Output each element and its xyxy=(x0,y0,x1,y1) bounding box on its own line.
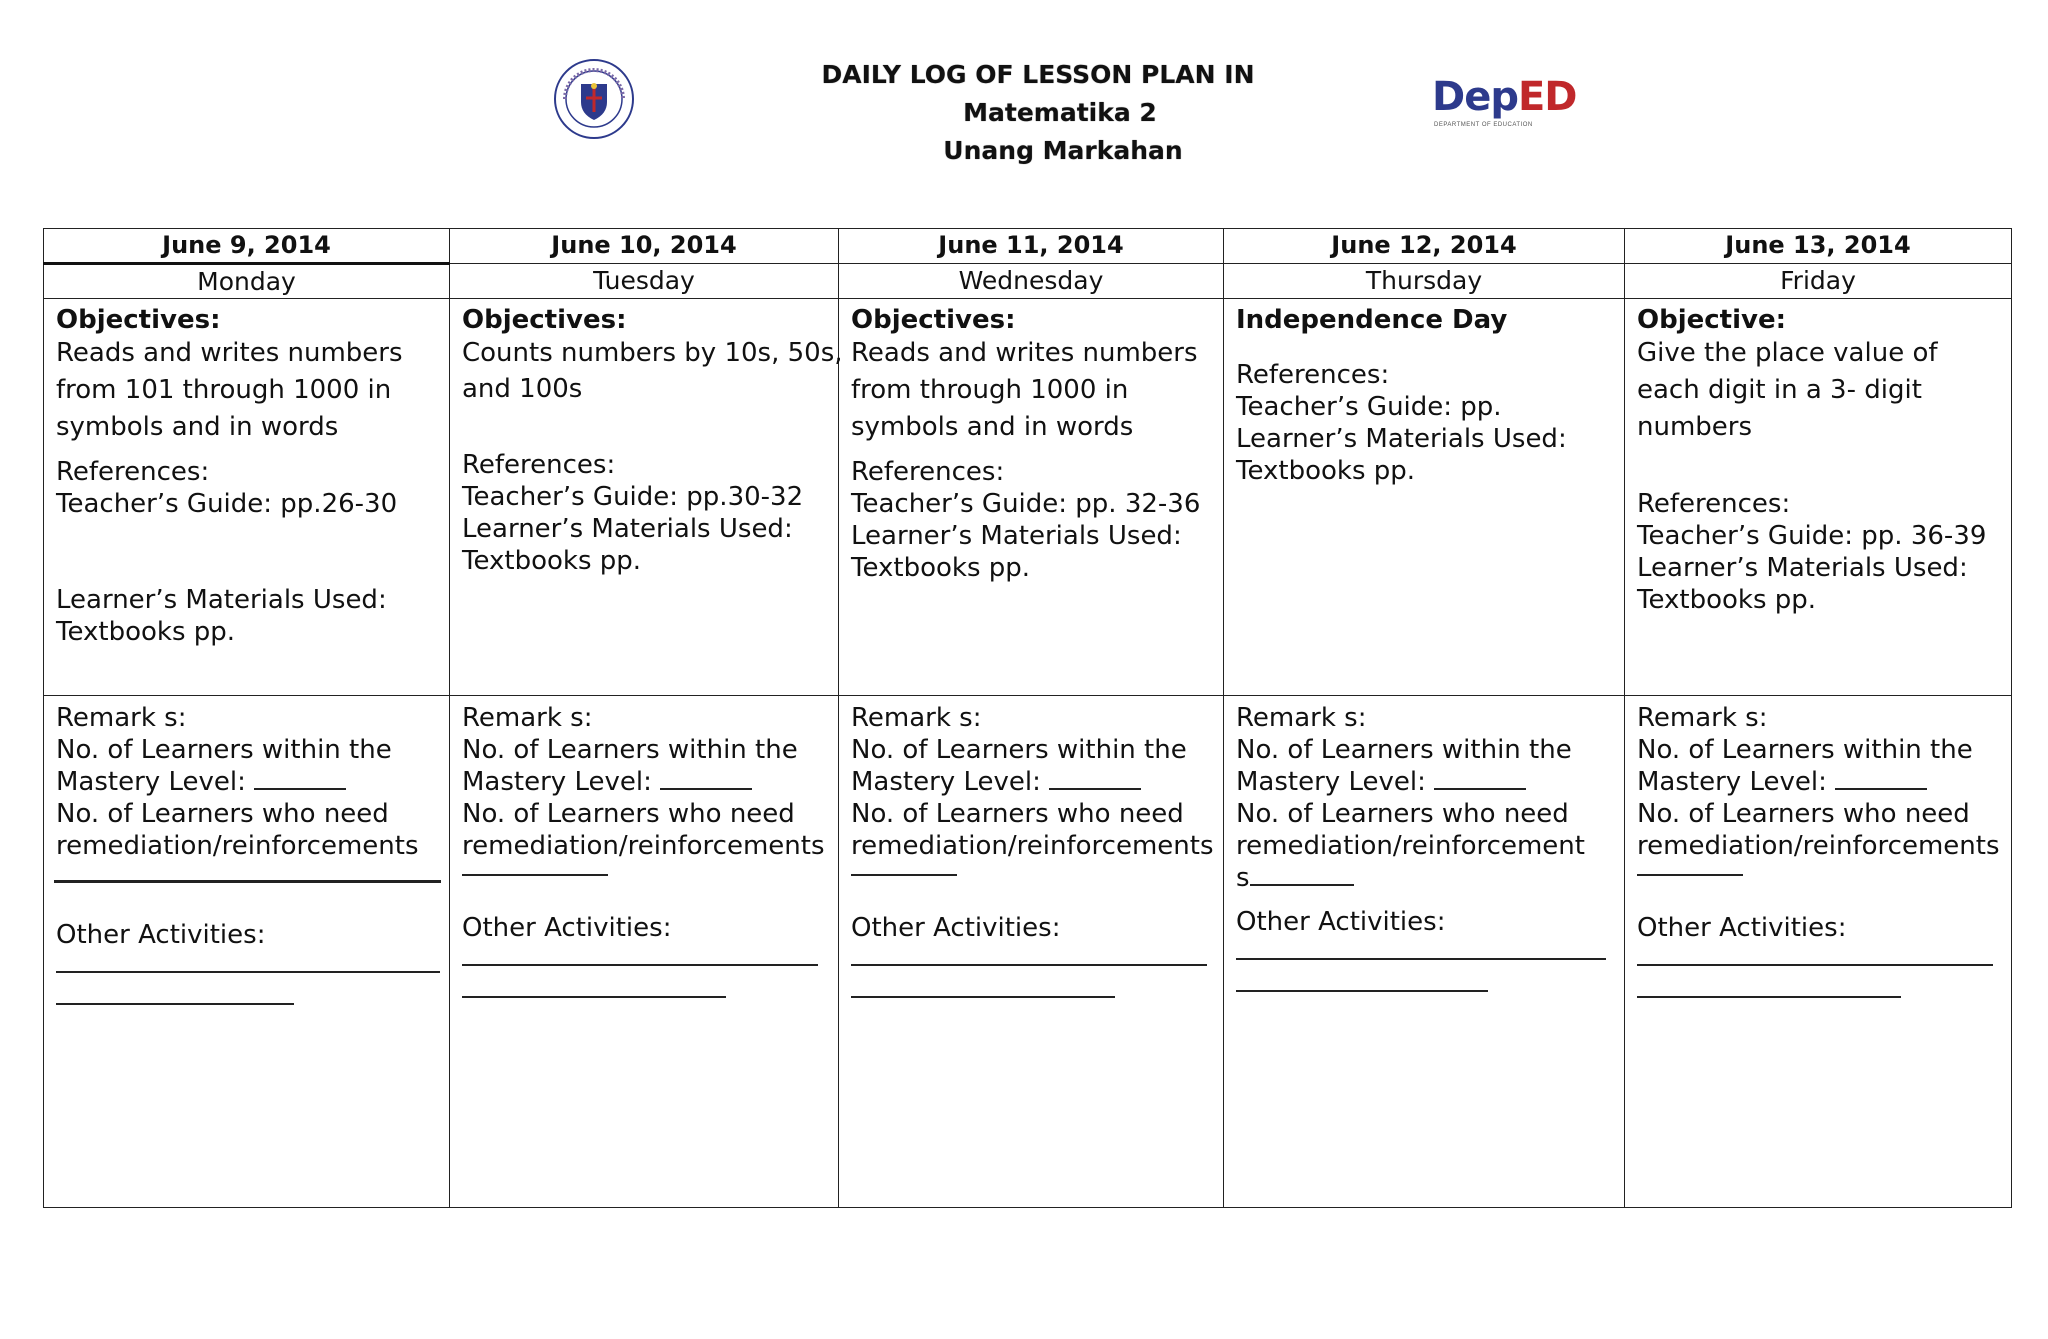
reference-line: Learner’s Materials Used: xyxy=(462,514,793,544)
reference-line: Teacher’s Guide: pp. 36-39 xyxy=(1637,521,1987,551)
references-heading: References: xyxy=(1637,489,1791,519)
other-activities-label: Other Activities: xyxy=(851,913,1061,943)
remarks-line: No. of Learners who need xyxy=(56,799,389,829)
objective-line: from 101 through 1000 in xyxy=(56,375,392,405)
activities-blank xyxy=(851,964,1207,966)
references-heading: References: xyxy=(462,450,616,480)
other-activities-label: Other Activities: xyxy=(56,920,266,950)
title-line-2: Matematika 2 xyxy=(963,98,1157,127)
mastery-label: Mastery Level: xyxy=(56,767,246,797)
mastery-label: Mastery Level: xyxy=(851,767,1041,797)
wrapped-suffix: s xyxy=(1236,863,1250,893)
date-cell: June 12, 2014 xyxy=(1224,229,1625,264)
remarks-line: remediation/reinforcement xyxy=(1236,831,1585,861)
date-cell: June 11, 2014 xyxy=(839,229,1224,264)
objective-line: Give the place value of xyxy=(1637,338,1938,368)
objectives-cell xyxy=(839,299,1224,696)
reference-line: Learner’s Materials Used: xyxy=(1637,553,1968,583)
weekday-cell: Monday xyxy=(44,264,450,299)
objectives-cell xyxy=(44,299,450,696)
remarks-line: No. of Learners who need xyxy=(851,799,1184,829)
title-line-3: Unang Markahan xyxy=(943,136,1183,165)
objective-line: numbers xyxy=(1637,412,1753,442)
logo-text-dep: Dep xyxy=(1432,74,1518,120)
references-heading: References: xyxy=(851,457,1005,487)
remarks-line xyxy=(1236,766,1612,798)
remarks-heading: Remark s: xyxy=(1637,703,1768,733)
mastery-label: Mastery Level: xyxy=(1637,767,1827,797)
mastery-blank xyxy=(660,766,752,790)
weekday-cell: Tuesday xyxy=(450,264,839,299)
date-cell: June 13, 2014 xyxy=(1625,229,2012,264)
objective-line: from through 1000 in xyxy=(851,375,1129,405)
date-cell: June 9, 2014 xyxy=(44,229,450,264)
objective-line: symbols and in words xyxy=(56,412,339,442)
mastery-label: Mastery Level: xyxy=(462,767,652,797)
remarks-line: No. of Learners within the xyxy=(56,735,392,765)
document-header xyxy=(0,52,2048,182)
remarks-cell xyxy=(839,696,1224,1208)
remarks-line: No. of Learners who need xyxy=(1637,799,1970,829)
remediation-blank xyxy=(1250,862,1354,886)
objective-line: symbols and in words xyxy=(851,412,1134,442)
remarks-line: remediation/reinforcements xyxy=(851,831,1214,861)
activities-blank xyxy=(56,1003,294,1005)
remarks-line: No. of Learners within the xyxy=(1236,735,1572,765)
activities-blank xyxy=(462,996,726,998)
remarks-line xyxy=(1637,766,1999,798)
remarks-heading: Remark s: xyxy=(462,703,593,733)
remarks-line: remediation/reinforcements xyxy=(462,831,825,861)
remarks-cell xyxy=(450,696,839,1208)
objectives-heading: Objectives: xyxy=(56,305,221,335)
reference-line: Teacher’s Guide: pp. 32-36 xyxy=(851,489,1201,519)
reference-line: Textbooks pp. xyxy=(851,553,1031,583)
reference-line: Teacher’s Guide: pp. xyxy=(1236,392,1502,422)
remarks-row xyxy=(44,696,2012,1208)
objectives-cell xyxy=(450,299,843,696)
mastery-label: Mastery Level: xyxy=(1236,767,1426,797)
objectives-cell xyxy=(1224,299,1625,696)
materials-line: Learner’s Materials Used: xyxy=(56,585,387,615)
remarks-line: No. of Learners who need xyxy=(1236,799,1569,829)
objectives-heading: Objectives: xyxy=(462,305,627,335)
title-line-1: DAILY LOG OF LESSON PLAN IN xyxy=(821,60,1255,89)
mastery-blank xyxy=(1434,766,1526,790)
objectives-cell xyxy=(1625,299,2012,696)
remarks-line: No. of Learners within the xyxy=(462,735,798,765)
objective-line: Reads and writes numbers xyxy=(851,338,1198,368)
deped-seal-logo xyxy=(553,58,635,140)
remarks-heading: Remark s: xyxy=(851,703,982,733)
weekday-row xyxy=(44,264,2012,299)
reference-line: Teacher’s Guide: pp.30-32 xyxy=(462,482,804,512)
weekday-cell: Friday xyxy=(1625,264,2012,299)
reference-line: Learner’s Materials Used: xyxy=(851,521,1182,551)
activities-blank xyxy=(1236,958,1606,960)
objective-heading: Objective: xyxy=(1637,305,1786,335)
remarks-line: No. of Learners within the xyxy=(1637,735,1973,765)
weekday-cell: Wednesday xyxy=(839,264,1224,299)
weekday-cell: Thursday xyxy=(1224,264,1625,299)
other-activities-label: Other Activities: xyxy=(1236,907,1446,937)
references-heading: References: xyxy=(1236,360,1390,390)
objective-line: each digit in a 3- digit xyxy=(1637,375,1922,405)
remarks-line: remediation/reinforcements xyxy=(56,831,419,861)
activities-blank xyxy=(851,996,1115,998)
activities-blank xyxy=(1637,996,1901,998)
reference-line: Textbooks pp. xyxy=(1637,585,1817,615)
activities-blank xyxy=(462,964,818,966)
remarks-line xyxy=(1236,862,1612,894)
activities-blank xyxy=(56,971,440,973)
reference-line: Learner’s Materials Used: xyxy=(1236,424,1567,454)
materials-line: Textbooks pp. xyxy=(56,617,236,647)
mastery-blank xyxy=(254,766,346,790)
remarks-cell xyxy=(1625,696,2012,1208)
holiday-heading: Independence Day xyxy=(1236,305,1508,335)
mastery-blank xyxy=(1049,766,1141,790)
objective-line: Counts numbers by 10s, 50s, xyxy=(462,338,843,368)
objective-line: and 100s xyxy=(462,374,583,404)
objectives-heading: Objectives: xyxy=(851,305,1016,335)
mastery-blank xyxy=(1835,766,1927,790)
deped-logo xyxy=(1432,74,1577,132)
objectives-row xyxy=(44,299,2012,696)
remarks-line xyxy=(56,766,437,798)
reference-line: Textbooks pp. xyxy=(462,546,642,576)
logo-text-ed: ED xyxy=(1517,74,1577,120)
date-cell: June 10, 2014 xyxy=(450,229,839,264)
references-heading: References: xyxy=(56,457,210,487)
remarks-line xyxy=(851,766,1211,798)
remarks-cell xyxy=(1224,696,1625,1208)
remarks-line: remediation/reinforcements xyxy=(1637,831,2000,861)
lesson-plan-table xyxy=(43,228,2012,1208)
remarks-line: No. of Learners who need xyxy=(462,799,795,829)
other-activities-label: Other Activities: xyxy=(1637,913,1847,943)
remarks-heading: Remark s: xyxy=(56,703,187,733)
activities-blank xyxy=(1637,964,1993,966)
objective-line: Reads and writes numbers xyxy=(56,338,403,368)
activities-blank xyxy=(1236,990,1488,992)
reference-line: Teacher’s Guide: pp.26-30 xyxy=(56,489,398,519)
remarks-line xyxy=(462,766,826,798)
reference-line: Textbooks pp. xyxy=(1236,456,1416,486)
remarks-heading: Remark s: xyxy=(1236,703,1367,733)
other-activities-label: Other Activities: xyxy=(462,913,672,943)
remarks-line: No. of Learners within the xyxy=(851,735,1187,765)
logo-subtitle: DEPARTMENT OF EDUCATION xyxy=(1434,122,1533,128)
date-row xyxy=(44,229,2012,264)
remarks-cell xyxy=(44,696,450,1208)
